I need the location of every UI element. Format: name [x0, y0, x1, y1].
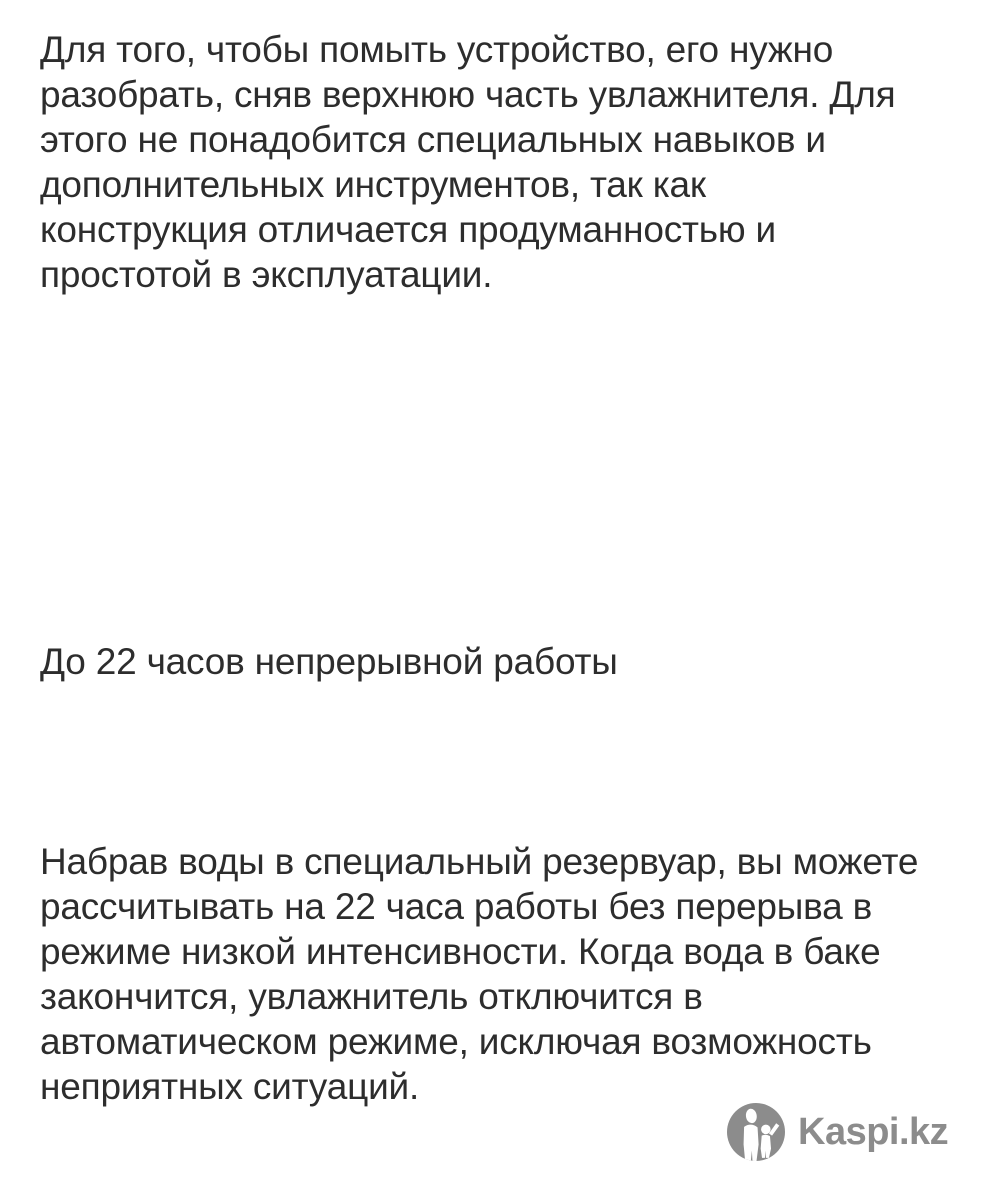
kaspi-brand-text: Kaspi.kz	[798, 1110, 949, 1153]
text-line: дополнительных инструментов, так как	[40, 164, 706, 205]
text-line: закончится, увлажнитель отключится в	[40, 976, 703, 1017]
paragraph-runtime-details	[40, 839, 953, 1109]
text-line: этого не понадобится специальных навыков и	[40, 119, 826, 160]
text-line: режиме низкой интенсивности. Когда вода в баке	[40, 931, 881, 972]
text-line: автоматическом режиме, исключая возможность	[40, 1021, 872, 1062]
text-line: Набрав воды в специальный резервуар, вы можете	[40, 841, 919, 882]
heading-runtime	[40, 639, 953, 684]
text-line: конструкция отличается продуманностью и	[40, 209, 776, 250]
text-line: неприятных ситуаций.	[40, 1066, 420, 1107]
kaspi-people-in-circle-icon	[727, 1103, 785, 1161]
text-line: рассчитывать на 22 часа работы без перерыва в	[40, 886, 873, 927]
text-line: разобрать, сняв верхнюю часть увлажнителя. Для	[40, 74, 896, 115]
heading-runtime-text: До 22 часов непрерывной работы	[40, 641, 618, 682]
kaspi-watermark	[727, 1103, 948, 1161]
text-line: простотой в эксплуатации.	[40, 254, 493, 295]
text-line: Для того, чтобы помыть устройство, его нужно	[40, 29, 834, 70]
paragraph-cleaning-instructions	[40, 27, 953, 297]
